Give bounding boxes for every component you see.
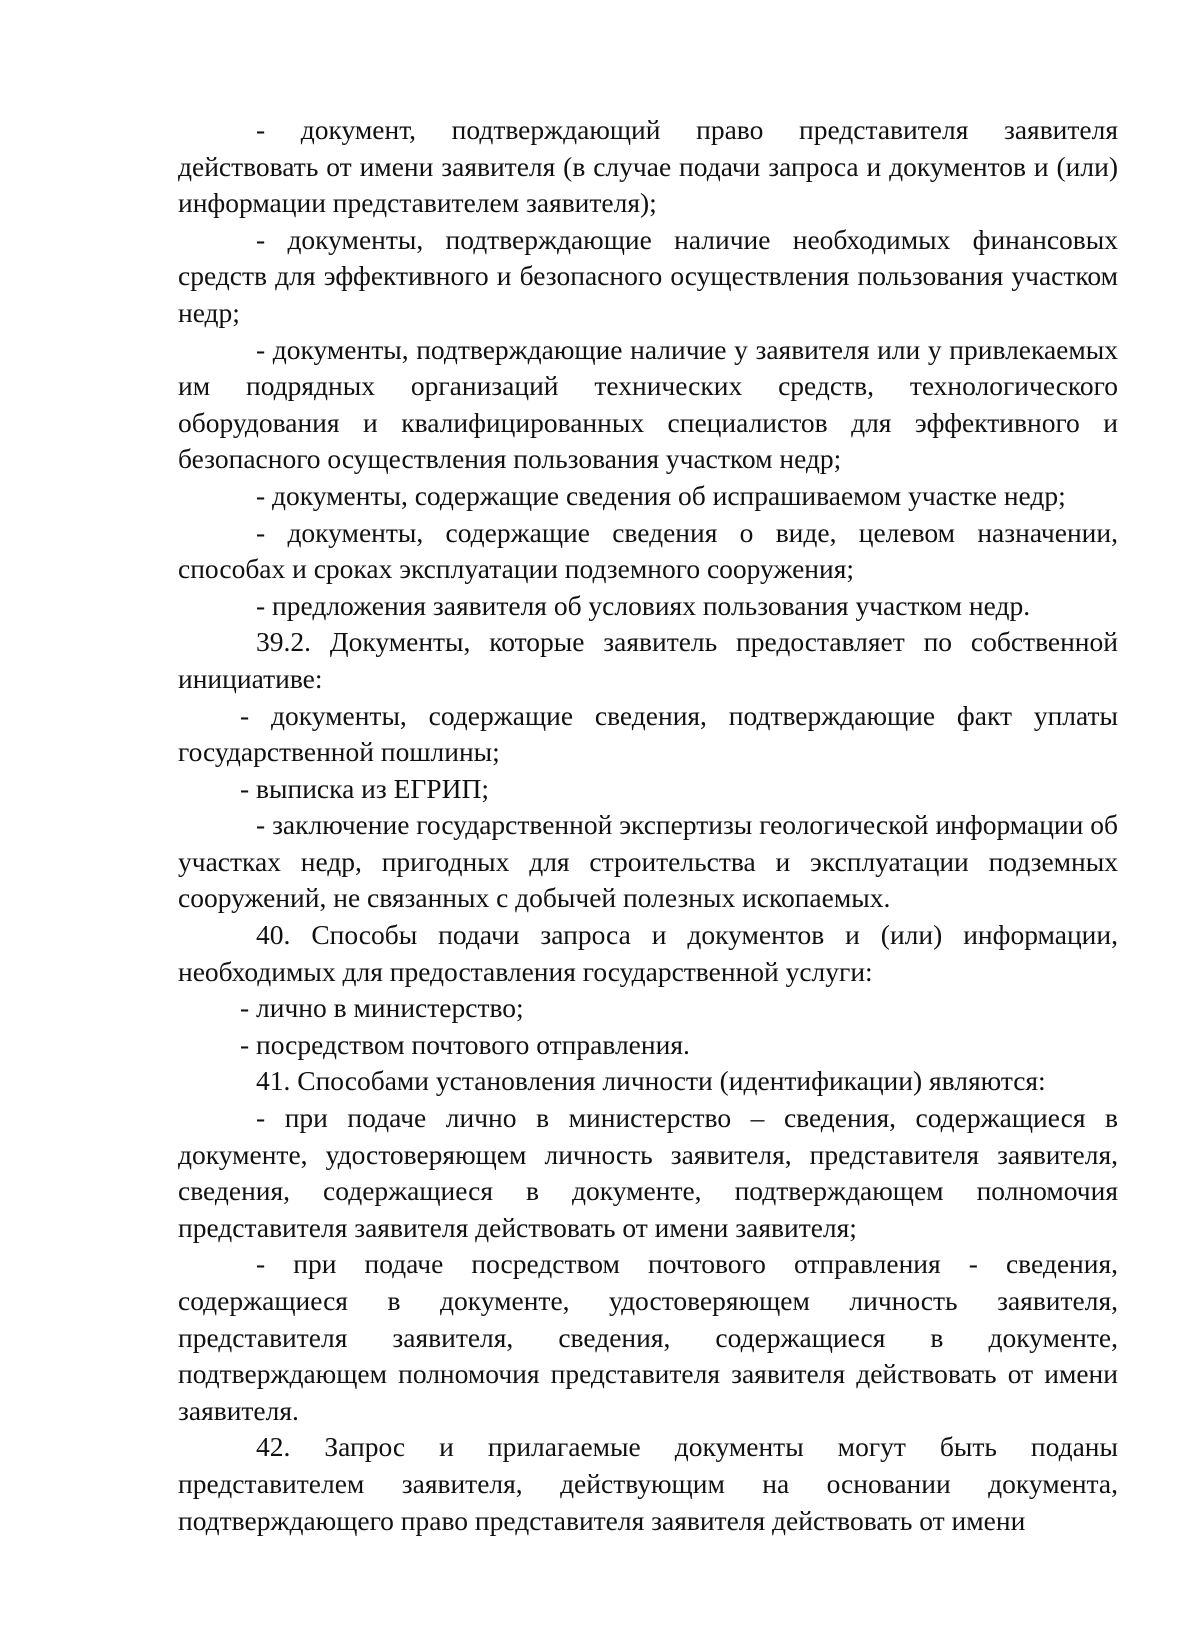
- paragraph-financial-means: - документы, подтверждающие наличие необходимых финансовых средств для эффективного и безопасного осуществления пользования участком недр;: [178, 223, 1118, 328]
- paragraph-identification-by-mail: - при подаче посредством почтового отправления - сведения, содержащиеся в документе, удостоверяющем личность заявителя, представителя заявителя, сведения, содержащиеся в документе, подтверждающем полномочия представителя заявителя действовать от имени заявителя.: [178, 1248, 1118, 1426]
- document-page: [178, 112, 1118, 1539]
- paragraph-42-representative: 42. Запрос и прилагаемые документы могут быть поданы представителем заявителя, действующим на основании документа, подтверждающего право представителя заявителя действовать от имени: [178, 1431, 1118, 1536]
- paragraph-41-identification: 41. Способами установления личности (идентификации) являются:: [256, 1065, 1046, 1097]
- paragraph-structure-info: - документы, содержащие сведения о виде, целевом назначении, способах и сроках эксплуатации подземного сооружения;: [178, 516, 1118, 585]
- paragraph-in-person: - лично в министерство;: [240, 992, 524, 1024]
- paragraph-40-submission-methods: 40. Способы подачи запроса и документов и (или) информации, необходимых для предоставления государственной услуги:: [178, 919, 1118, 987]
- paragraph-state-fee: - документы, содержащие сведения, подтверждающие факт уплаты государственной пошлины;: [178, 699, 1118, 768]
- paragraph-representative-authority: - документ, подтверждающий право представителя заявителя действовать от имени заявителя (в случае подачи запроса и документов и (или) информации представителем заявителя);: [178, 114, 1118, 219]
- paragraph-egrip-extract: - выписка из ЕГРИП;: [240, 772, 489, 804]
- paragraph-expertise-conclusion: - заключение государственной экспертизы геологической информации об участках недр, пригодных для строительства и эксплуатации подземных сооружений, не связанных с добычей полезных ископаемых.: [178, 809, 1118, 914]
- paragraph-by-mail: - посредством почтового отправления.: [240, 1028, 690, 1060]
- paragraph-site-info: - документы, содержащие сведения об испрашиваемом участке недр;: [256, 479, 1066, 511]
- paragraph-identification-in-person: - при подаче лично в министерство – сведения, содержащиеся в документе, удостоверяющем личность заявителя, представителя заявителя, сведения, содержащиеся в документе, подтверждающем полномочия представителя заявителя действовать от имени заявителя;: [178, 1102, 1118, 1243]
- paragraph-applicant-proposals: - предложения заявителя об условиях пользования участком недр.: [256, 589, 1031, 621]
- paragraph-technical-means: - документы, подтверждающие наличие у заявителя или у привлекаемых им подрядных организаций технических средств, технологического оборудования и квалифицированных специалистов для эффективного и безопасного осуществления пользования участком недр;: [178, 333, 1118, 475]
- paragraph-39-2-heading: 39.2. Документы, которые заявитель предоставляет по собственной инициативе:: [178, 626, 1118, 694]
